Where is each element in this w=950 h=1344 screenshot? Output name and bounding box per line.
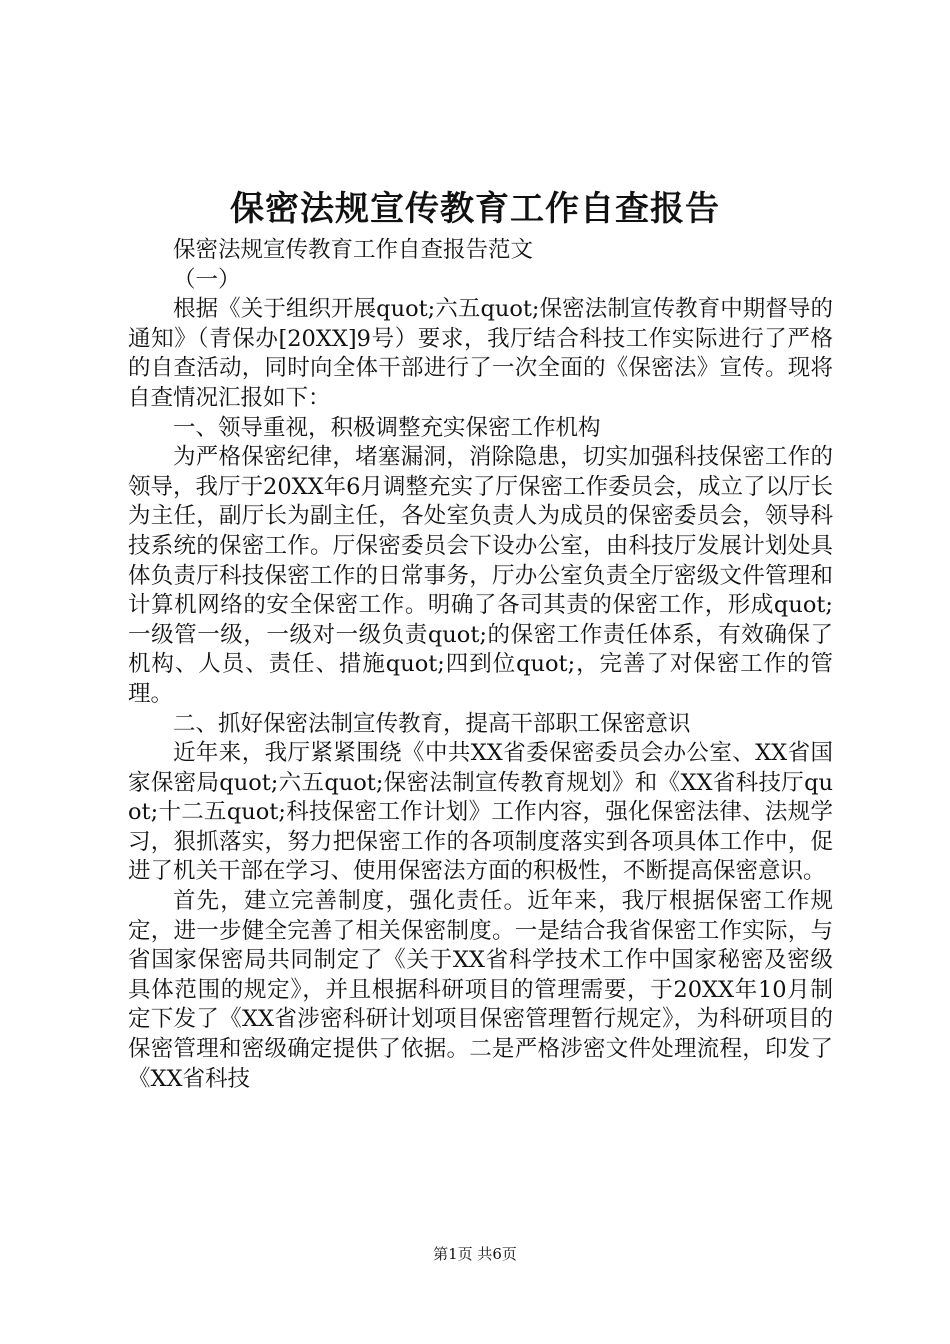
- subtitle-paragraph: 保密法规宣传教育工作自查报告范文: [173, 237, 534, 263]
- document-title: 保密法规宣传教育工作自查报告: [230, 189, 720, 229]
- section-heading-1: 一、领导重视，积极调整充实保密工作机构: [173, 414, 601, 441]
- section-number: （一）: [173, 266, 241, 293]
- body-paragraph-1: 为严格保密纪律，堵塞漏洞，消除隐患，切实加强科技保密工作的领导，我厅于20XX年6月调整充实了厅保密工作委员会，成立了以厅长为主任，副厅长为副主任，各处室负责人为成员的保密委员会，领导科技系统的保密工作。厅保密委员会下设办公室，由科技厅发展计划处具体负责厅科技保密工作的日常事务，厅办公室负责全厅密级文件管理和计算机网络的安全保密工作。明确了各司其责的保密工作，形成quot;一级管一级，一级对一级负责quot;的保密工作责任体系，有效确保了机构、人员、责任、措施quot;四到位quot;，完善了对保密工作的管理。: [128, 444, 833, 707]
- intro-paragraph: 根据《关于组织开展quot;六五quot;保密法制宣传教育中期督导的通知》（青保办[20XX]9号）要求，我厅结合科技工作实际进行了严格的自查活动，同时向全体干部进行了一次全面的《保密法》宣传。现将自查情况汇报如下：: [128, 296, 833, 411]
- body-paragraph-3: 首先，建立完善制度，强化责任。近年来，我厅根据保密工作规定，进一步健全完善了相关保密制度。一是结合我省保密工作实际，与省国家保密局共同制定了《关于XX省科学技术工作中国家秘密及密级具体范围的规定》，并且根据科研项目的管理需要，于20XX年10月制定下发了《XX省涉密科研计划项目保密管理暂行规定》，为科研项目的保密管理和密级确定提供了依据。二是严格涉密文件处理流程，印发了《XX省科技: [128, 888, 833, 1092]
- page-footer: 第1页 共6页: [433, 1245, 517, 1263]
- document-body: [128, 236, 833, 1094]
- body-paragraph-2: 近年来，我厅紧紧围绕《中共XX省委保密委员会办公室、XX省国家保密局quot;六五quot;保密法制宣传教育规划》和《XX省科技厅quot;十二五quot;科技保密工作计划》工作内容，强化保密法律、法规学习，狠抓落实，努力把保密工作的各项制度落实到各项具体工作中，促进了机关干部在学习、使用保密法方面的积极性，不断提高保密意识。: [128, 740, 833, 885]
- section-heading-2: 二、抓好保密法制宣传教育，提高干部职工保密意识: [173, 710, 691, 737]
